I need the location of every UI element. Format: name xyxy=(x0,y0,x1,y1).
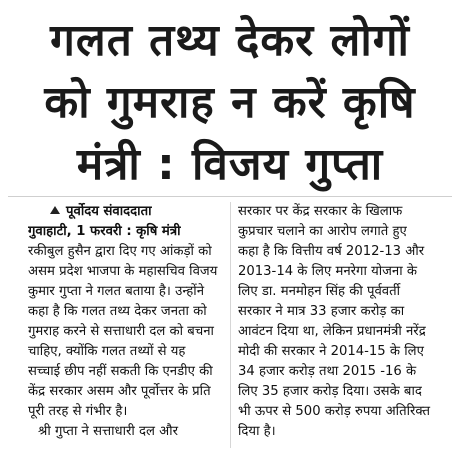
right-line-10: लिए 35 हजार करोड़ दिया। उसके बाद xyxy=(238,384,422,399)
right-line-12: दिया है। xyxy=(238,424,276,439)
headline xyxy=(0,10,460,196)
left-line-2: रकीबुल हुसैन द्वारा दिए गए आंकड़ों को xyxy=(28,244,212,259)
headline-divider xyxy=(8,196,452,197)
article-column-right xyxy=(238,202,458,442)
right-line-9: 34 हजार करोड़ तथा 2015 -16 के xyxy=(238,364,417,379)
byline xyxy=(28,202,222,222)
headline-line-1: गलत तथ्य देकर लोगों xyxy=(50,15,410,66)
byline-triangle-icon xyxy=(50,206,60,214)
right-line-3: कहा है कि वित्तीय वर्ष 2012-13 और xyxy=(238,244,425,259)
left-line-8: सच्चाई छीप नहीं सकती कि एनडीए की xyxy=(28,364,213,379)
column-divider xyxy=(230,202,231,448)
right-line-7: आवंटन दिया था, लेकिन प्रधानमंत्री नरेंद्र xyxy=(238,324,426,339)
left-line-6: गुमराह करने से सत्ताधारी दल को बचना xyxy=(28,324,214,339)
headline-line-2: को गुमराह न करें कृषि xyxy=(44,77,416,128)
left-line-9: केंद्र सरकार असम और पूर्वोत्तर के प्रति xyxy=(28,384,211,399)
left-line-7: चाहिए, क्योंकि गलत तथ्यों से यह xyxy=(28,344,186,359)
right-line-1: सरकार पर केंद्र सरकार के खिलाफ xyxy=(238,204,403,219)
left-line-11: श्री गुप्ता ने सत्ताधारी दल और xyxy=(38,424,179,439)
left-line-10: पूरी तरह से गंभीर है। xyxy=(28,404,128,419)
left-line-4: कुमार गुप्ता ने गलत बताया है। उन्होंने xyxy=(28,284,205,299)
byline-text: पूर्वोदय संवाददाता xyxy=(66,204,152,219)
right-line-4: 2013-14 के लिए मनरेगा योजना के xyxy=(238,264,417,279)
right-line-6: सरकार ने मात्र 33 हजार करोड़ का xyxy=(238,304,405,319)
left-line-3: असम प्रदेश भाजपा के महासचिव विजय xyxy=(28,264,218,279)
right-line-11: भी ऊपर से 500 करोड़ रुपया अतिरिक्त xyxy=(238,404,430,419)
right-line-2: कुप्रचार चलाने का आरोप लगाते हुए xyxy=(238,224,407,239)
dateline: गुवाहाटी, 1 फरवरी : कृषि मंत्री xyxy=(28,224,181,239)
left-line-5: कहा है कि गलत तथ्य देकर जनता को xyxy=(28,304,207,319)
headline-line-3: मंत्री : विजय गुप्ता xyxy=(76,139,384,190)
right-line-5: लिए डा. मनमोहन सिंह की पूर्ववर्ती xyxy=(238,284,401,299)
article-column-left xyxy=(28,202,222,442)
right-line-8: मोदी की सरकार ने 2014-15 के लिए xyxy=(238,344,424,359)
